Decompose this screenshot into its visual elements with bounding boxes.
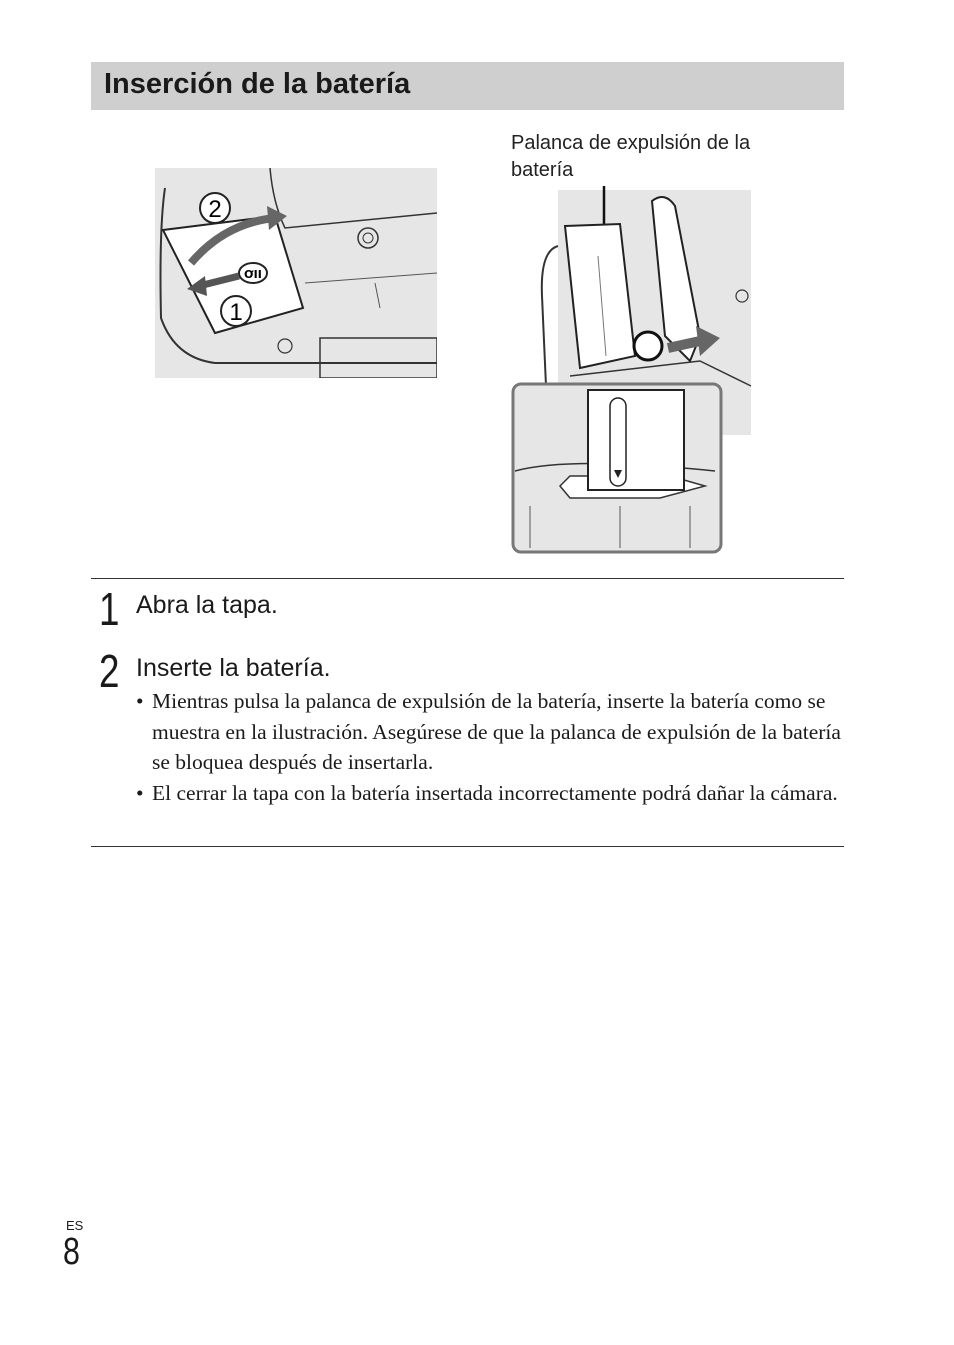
release-lever-icon — [634, 332, 662, 360]
note-text: Mientras pulsa la palanca de expulsión de la batería, inserte la batería como se muestra en la ilustración. Asegúrese de que la palanca de expulsión de la batería se bloquea después de insertarla. — [152, 689, 841, 774]
section-header — [91, 62, 844, 110]
divider-bottom — [91, 846, 844, 847]
lever-callout: Palanca de expulsión de la batería — [511, 132, 751, 181]
marker-2: 2 — [208, 196, 222, 223]
section-title: Inserción de la batería — [104, 68, 411, 100]
step-text: Abra la tapa. — [136, 591, 278, 619]
bullet-icon: • — [136, 689, 144, 713]
svg-text:ƠII: ƠII — [244, 268, 262, 281]
camera-battery-slot-icon — [510, 186, 754, 556]
note-item — [136, 686, 846, 778]
bullet-icon: • — [136, 780, 144, 805]
step-text: Inserte la batería. — [136, 654, 331, 682]
step-number: 2 — [99, 645, 120, 697]
note-text: El cerrar la tapa con la batería insertada incorrectamente podrá dañar la cámara. — [152, 780, 838, 805]
note-item — [136, 778, 846, 809]
battery-cover-icon — [155, 168, 437, 378]
step-number: 1 — [99, 583, 120, 635]
divider-top — [91, 578, 844, 579]
marker-1: 1 — [229, 299, 243, 326]
notes-list — [136, 686, 846, 808]
page-number: 8 — [63, 1231, 80, 1273]
page-language: ES — [66, 1218, 84, 1233]
